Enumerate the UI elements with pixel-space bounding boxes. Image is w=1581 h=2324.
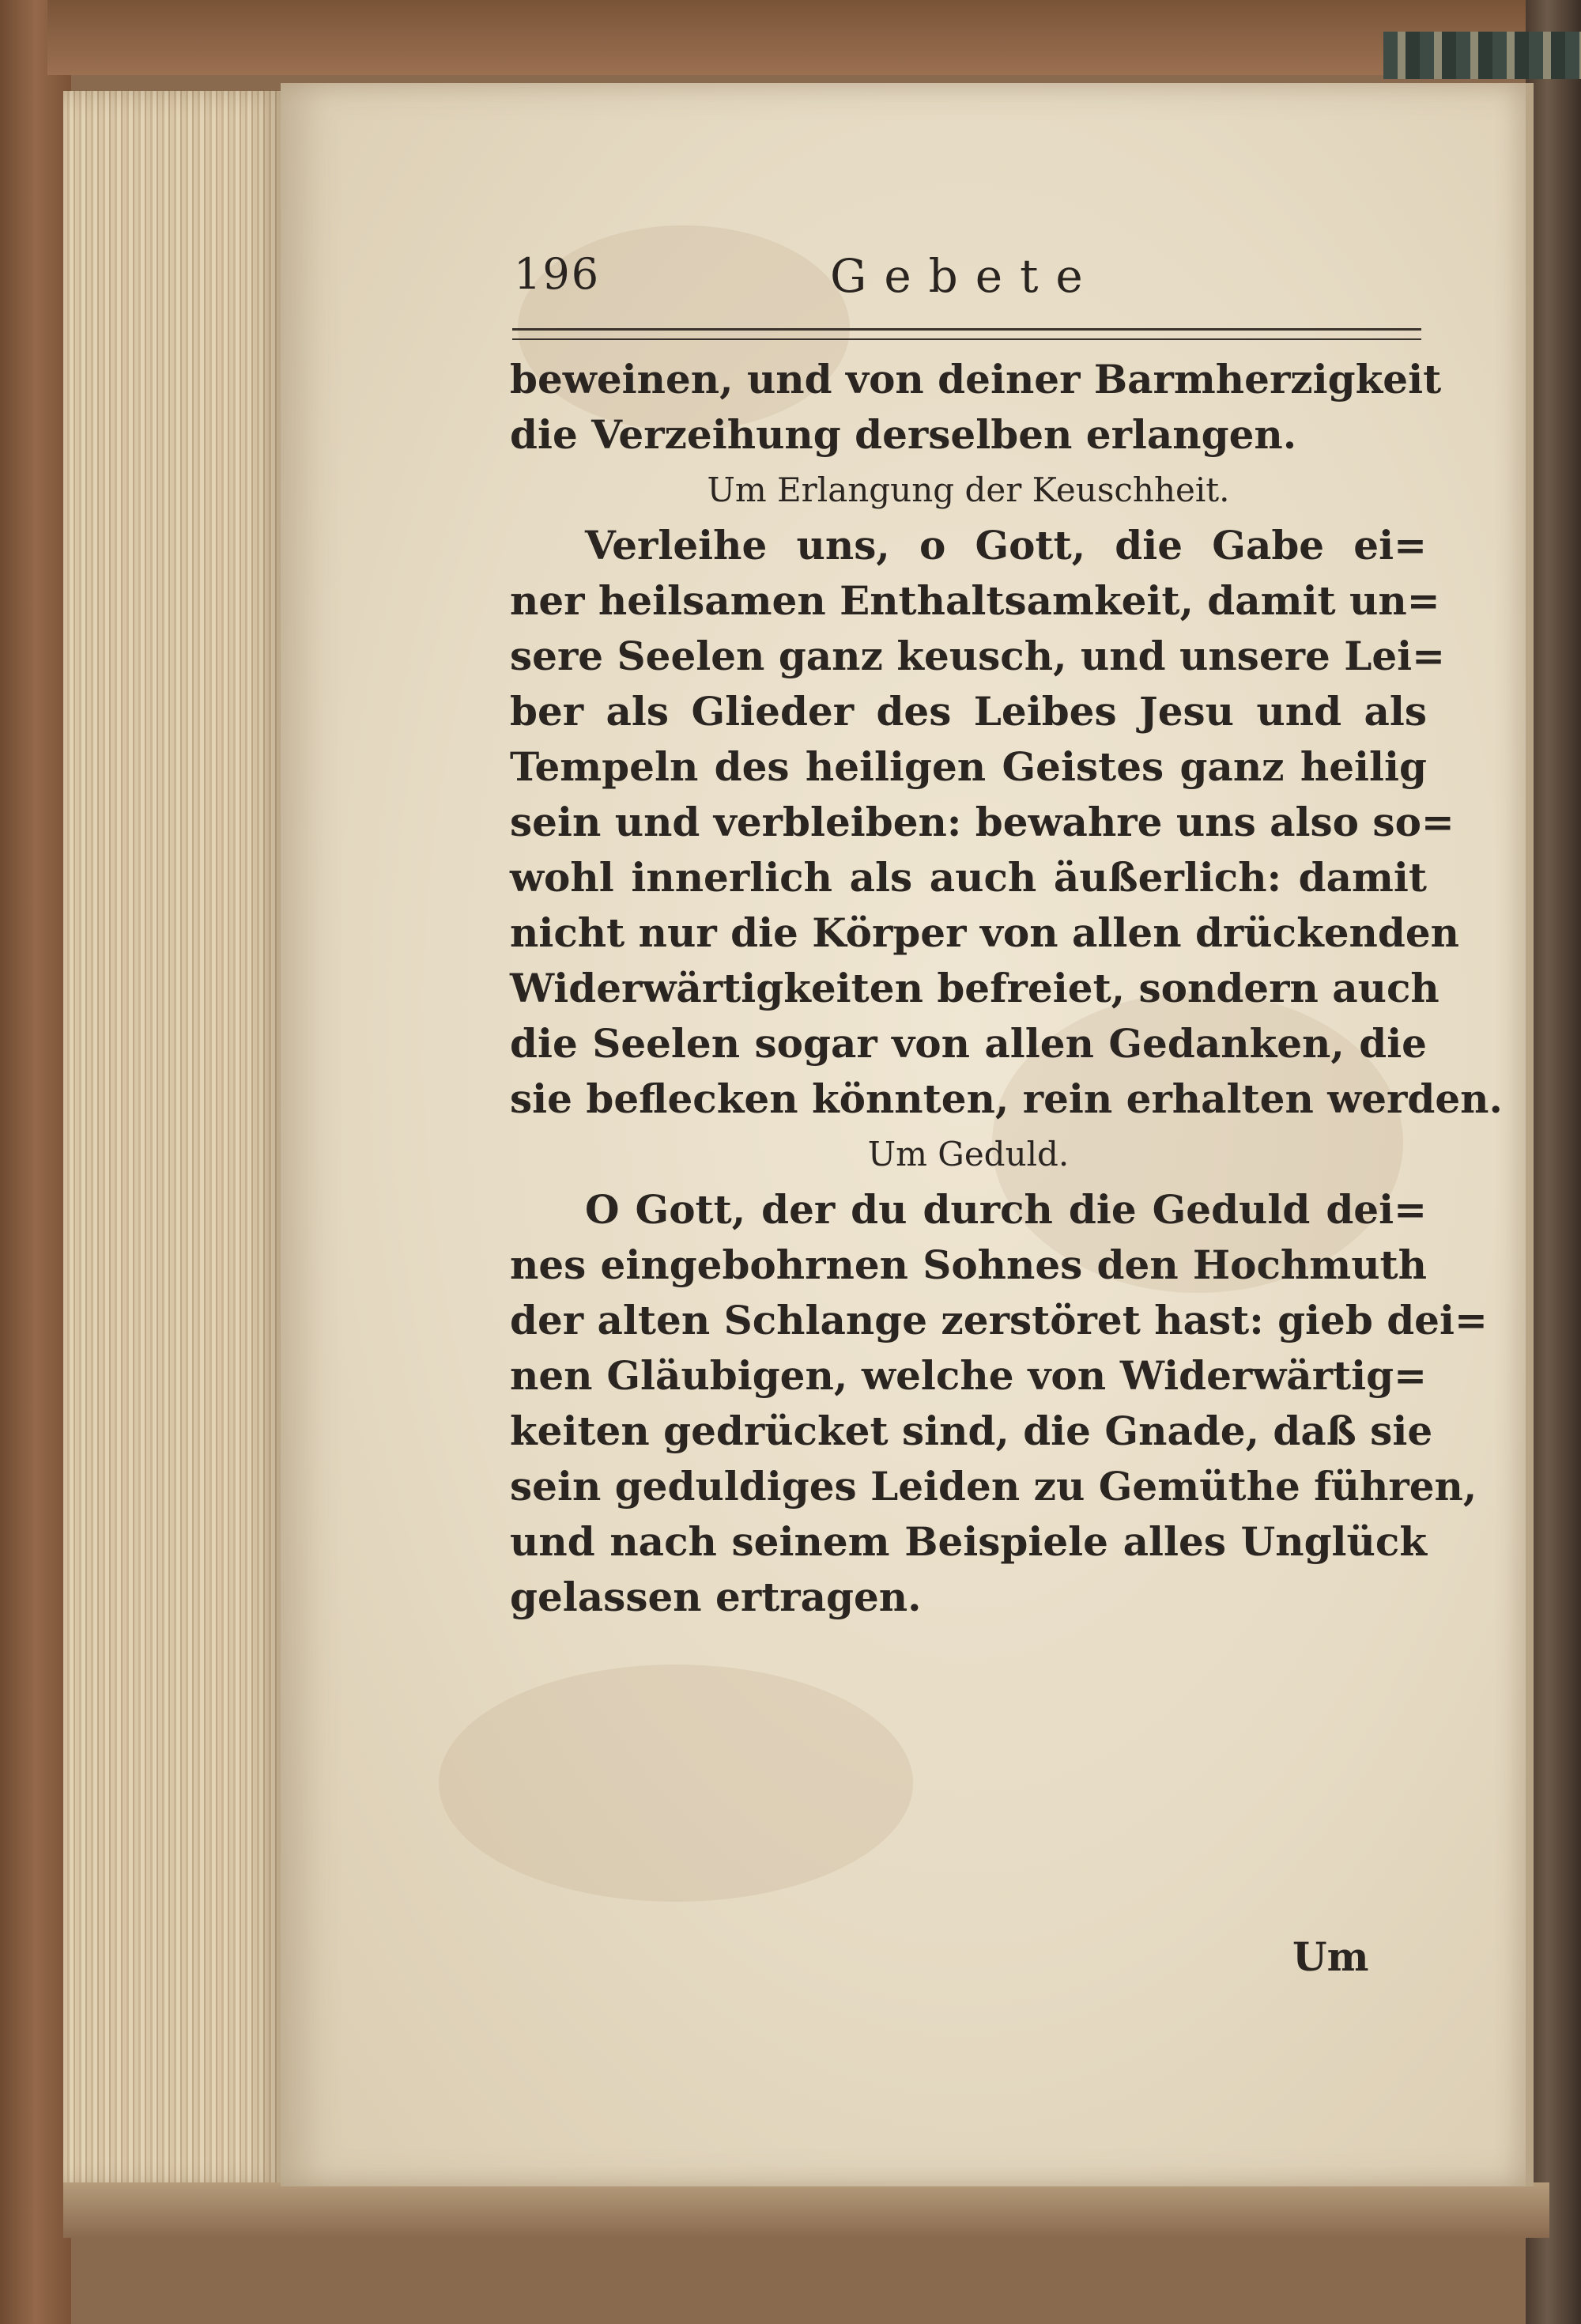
text-line: ner heilsamen Enthaltsamkeit, damit un= — [510, 577, 1440, 624]
text-line: sein und verbleiben: bewahre uns also so= — [510, 799, 1455, 845]
text-line: gelassen ertragen. — [510, 1574, 922, 1620]
section-heading: Um Geduld. — [867, 1135, 1070, 1173]
text-line: nen Gläubigen, welche von Widerwärtig= — [510, 1352, 1427, 1399]
text-line: sein geduldiges Leiden zu Gemüthe führen, — [510, 1463, 1477, 1510]
catchword: Um — [1292, 1933, 1369, 1980]
text-line: sie beflecken könnten, rein erhalten werden. — [510, 1075, 1503, 1122]
running-title: Gebete — [830, 249, 1100, 303]
book-cover-top — [47, 0, 1549, 75]
book-cover-right — [1526, 0, 1581, 2324]
page-header — [514, 249, 1423, 312]
text-line: wohl innerlich als auch äußerlich: damit — [510, 854, 1427, 901]
text-line: der alten Schlange zerstöret hast: gieb dei= — [510, 1297, 1488, 1343]
text-line: sere Seelen ganz keusch, und unsere Lei= — [510, 633, 1446, 679]
page-number: 196 — [514, 249, 601, 299]
facing-page-edge — [1526, 83, 1534, 2186]
text-line: Verleihe uns, o Gott, die Gabe ei= — [585, 522, 1427, 569]
section-heading: Um Erlangung der Keuschheit. — [707, 470, 1230, 509]
text-line: beweinen, und von deiner Barmherzigkeit — [510, 356, 1442, 402]
page-edges — [63, 91, 285, 2186]
text-line: Widerwärtigkeiten befreiet, sondern auch — [510, 965, 1440, 1011]
text-line: nes eingebohrnen Sohnes den Hochmuth — [510, 1241, 1427, 1288]
book-cover-left — [0, 0, 71, 2324]
book-bottom-edge — [63, 2182, 1549, 2238]
text-line: keiten gedrücket sind, die Gnade, daß sie — [510, 1408, 1433, 1454]
foxing-stain — [439, 1665, 913, 1902]
spine-strip — [1383, 32, 1581, 79]
text-line: O Gott, der du durch die Geduld dei= — [585, 1186, 1427, 1233]
page-body — [510, 352, 1503, 1625]
header-rule — [512, 328, 1421, 340]
text-line: die Seelen sogar von allen Gedanken, die — [510, 1020, 1427, 1067]
text-line: ber als Glieder des Leibes Jesu und als — [510, 688, 1427, 735]
text-line: die Verzeihung derselben erlangen. — [510, 411, 1297, 458]
text-line: Tempeln des heiligen Geistes ganz heilig — [510, 743, 1427, 790]
text-line: und nach seinem Beispiele alles Unglück — [510, 1518, 1427, 1565]
text-line: nicht nur die Körper von allen drückenden — [510, 909, 1460, 956]
